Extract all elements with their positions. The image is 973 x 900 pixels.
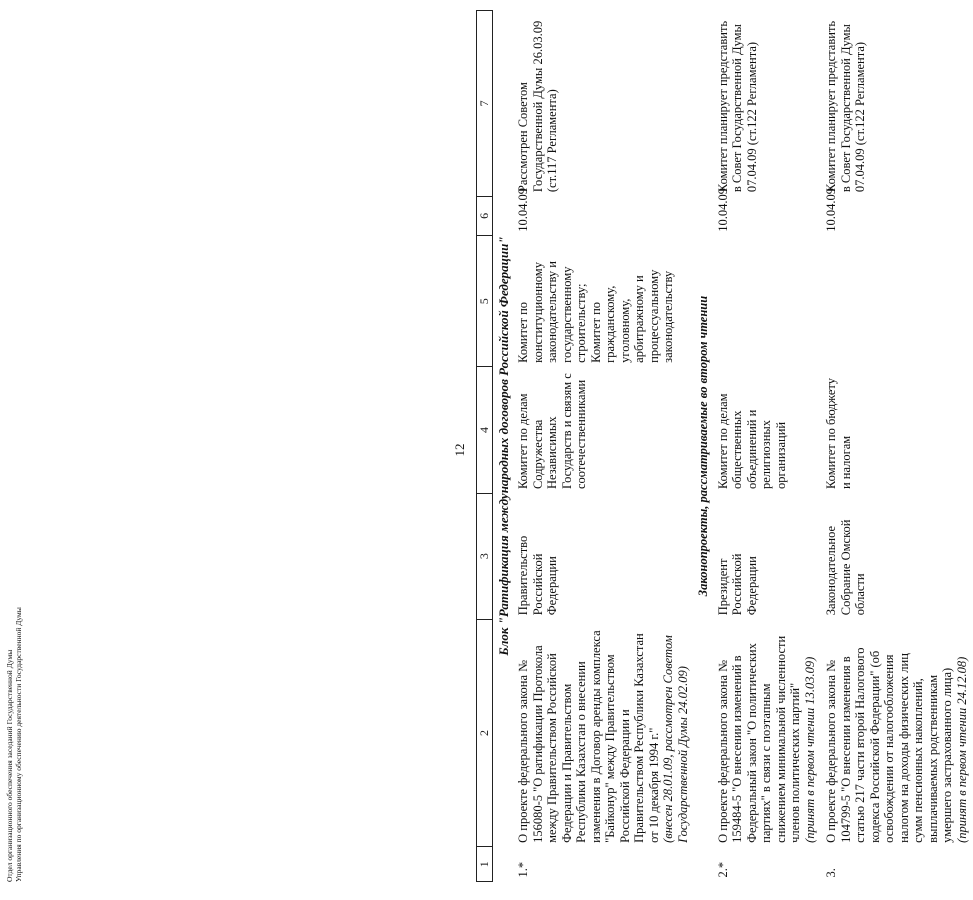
section-title-row — [694, 11, 713, 882]
item-description-cell — [821, 619, 973, 847]
column-number: 4 — [477, 367, 493, 493]
footer-line: Отдел организационного обеспечения заседаний Государственной Думы — [5, 649, 14, 882]
column-number-row — [477, 11, 493, 882]
column-number: 1 — [477, 847, 493, 882]
column-number: 2 — [477, 619, 493, 847]
footer-line: Управления по организационному обеспечению деятельности Государственной Думы — [14, 607, 23, 882]
item-co-committee — [713, 236, 822, 367]
item-note: (внесен 28.01.09, рассмотрен Советом Государственной Думы 24.02.09) — [661, 635, 690, 843]
item-status: Комитет планирует представить в Совет Государственной Думы 07.04.09 (ст.122 Регламента) — [824, 20, 867, 193]
item-status: Рассмотрен Советом Государственной Думы 26.03.09 (ст.117 Регламента) — [516, 20, 559, 193]
footer — [5, 182, 23, 882]
item-date: 10.04.09 — [824, 187, 838, 232]
agenda-table — [476, 10, 973, 882]
item-number: 2.* — [715, 861, 730, 878]
item-co-committee — [821, 236, 973, 367]
item-description: О проекте федерального закона № 159484-5 "О внесении изменений в Федеральный закон "О политических партиях" в связи с поэтапным снижением минимальной численности членов политических партий" — [715, 635, 802, 843]
item-initiator: Законодательное Собрание Омской области — [824, 519, 867, 616]
item-date: 10.04.09 — [516, 187, 530, 232]
column-number: 5 — [477, 236, 493, 367]
item-committee: Комитет по делам общественных объединений и религиозных организаций — [715, 393, 788, 490]
item-committee: Комитет по делам Содружества Независимых Государств и связям с соотечественниками — [516, 373, 588, 490]
item-initiator: Правительство Российской Федерации — [516, 535, 559, 616]
item-date: 10.04.09 — [715, 187, 730, 232]
column-number: 3 — [477, 493, 493, 619]
item-number: 1.* — [516, 861, 530, 878]
item-description: О проекте федерального закона № 104799-5 "О внесении изменения в статью 217 части второй Налогового кодекса Российской Федерации" (об освобождении от налогообложения налогом на доходы физических лиц сумм пенсионных накоплений, выплачиваемых родственникам умершего застрахованного лица) — [824, 647, 954, 843]
section-title: Законопроекты, рассматриваемые во втором чтении — [696, 295, 710, 597]
page-number: 12 — [452, 443, 467, 457]
column-number: 6 — [477, 196, 493, 236]
item-description-cell — [513, 619, 694, 847]
item-note: (принят в первом чтении 13.03.09) — [802, 656, 817, 843]
table-row — [513, 11, 694, 882]
column-number: 7 — [477, 11, 493, 197]
item-initiator: Президент Российской Федерации — [715, 553, 759, 616]
item-status: Комитет планирует представить в Совет Государственной Думы 07.04.09 (ст.122 Регламента) — [715, 20, 759, 193]
item-description-cell — [713, 619, 822, 847]
item-description: О проекте федерального закона № 156080-5 "О ратификации Протокола между Правительством Российской Федерации и Правительством Республики Казахстан о внесении изменения в Договор аренды комплекса "Байконур" между Правительством Российской Федерации и Правительством Республики Казахстан от 10 декабря 1994 г." — [516, 630, 661, 843]
item-note: (принят в первом чтении 24.12.08) — [954, 656, 969, 843]
item-number: 3. — [824, 868, 838, 878]
item-committee: Комитет по бюджету и налогам — [824, 378, 853, 490]
table-row — [713, 11, 822, 882]
table-row — [821, 11, 973, 882]
block-title-row — [492, 11, 513, 882]
item-co-committee: Комитет по конституционному законодательству и государственному строительству; Комитет по гражданскому, уголовному, арбитражному и процессуальному законодательству — [516, 261, 675, 363]
block-title: Блок "Ратификация международных договоров Российской Федерации" — [495, 236, 511, 656]
